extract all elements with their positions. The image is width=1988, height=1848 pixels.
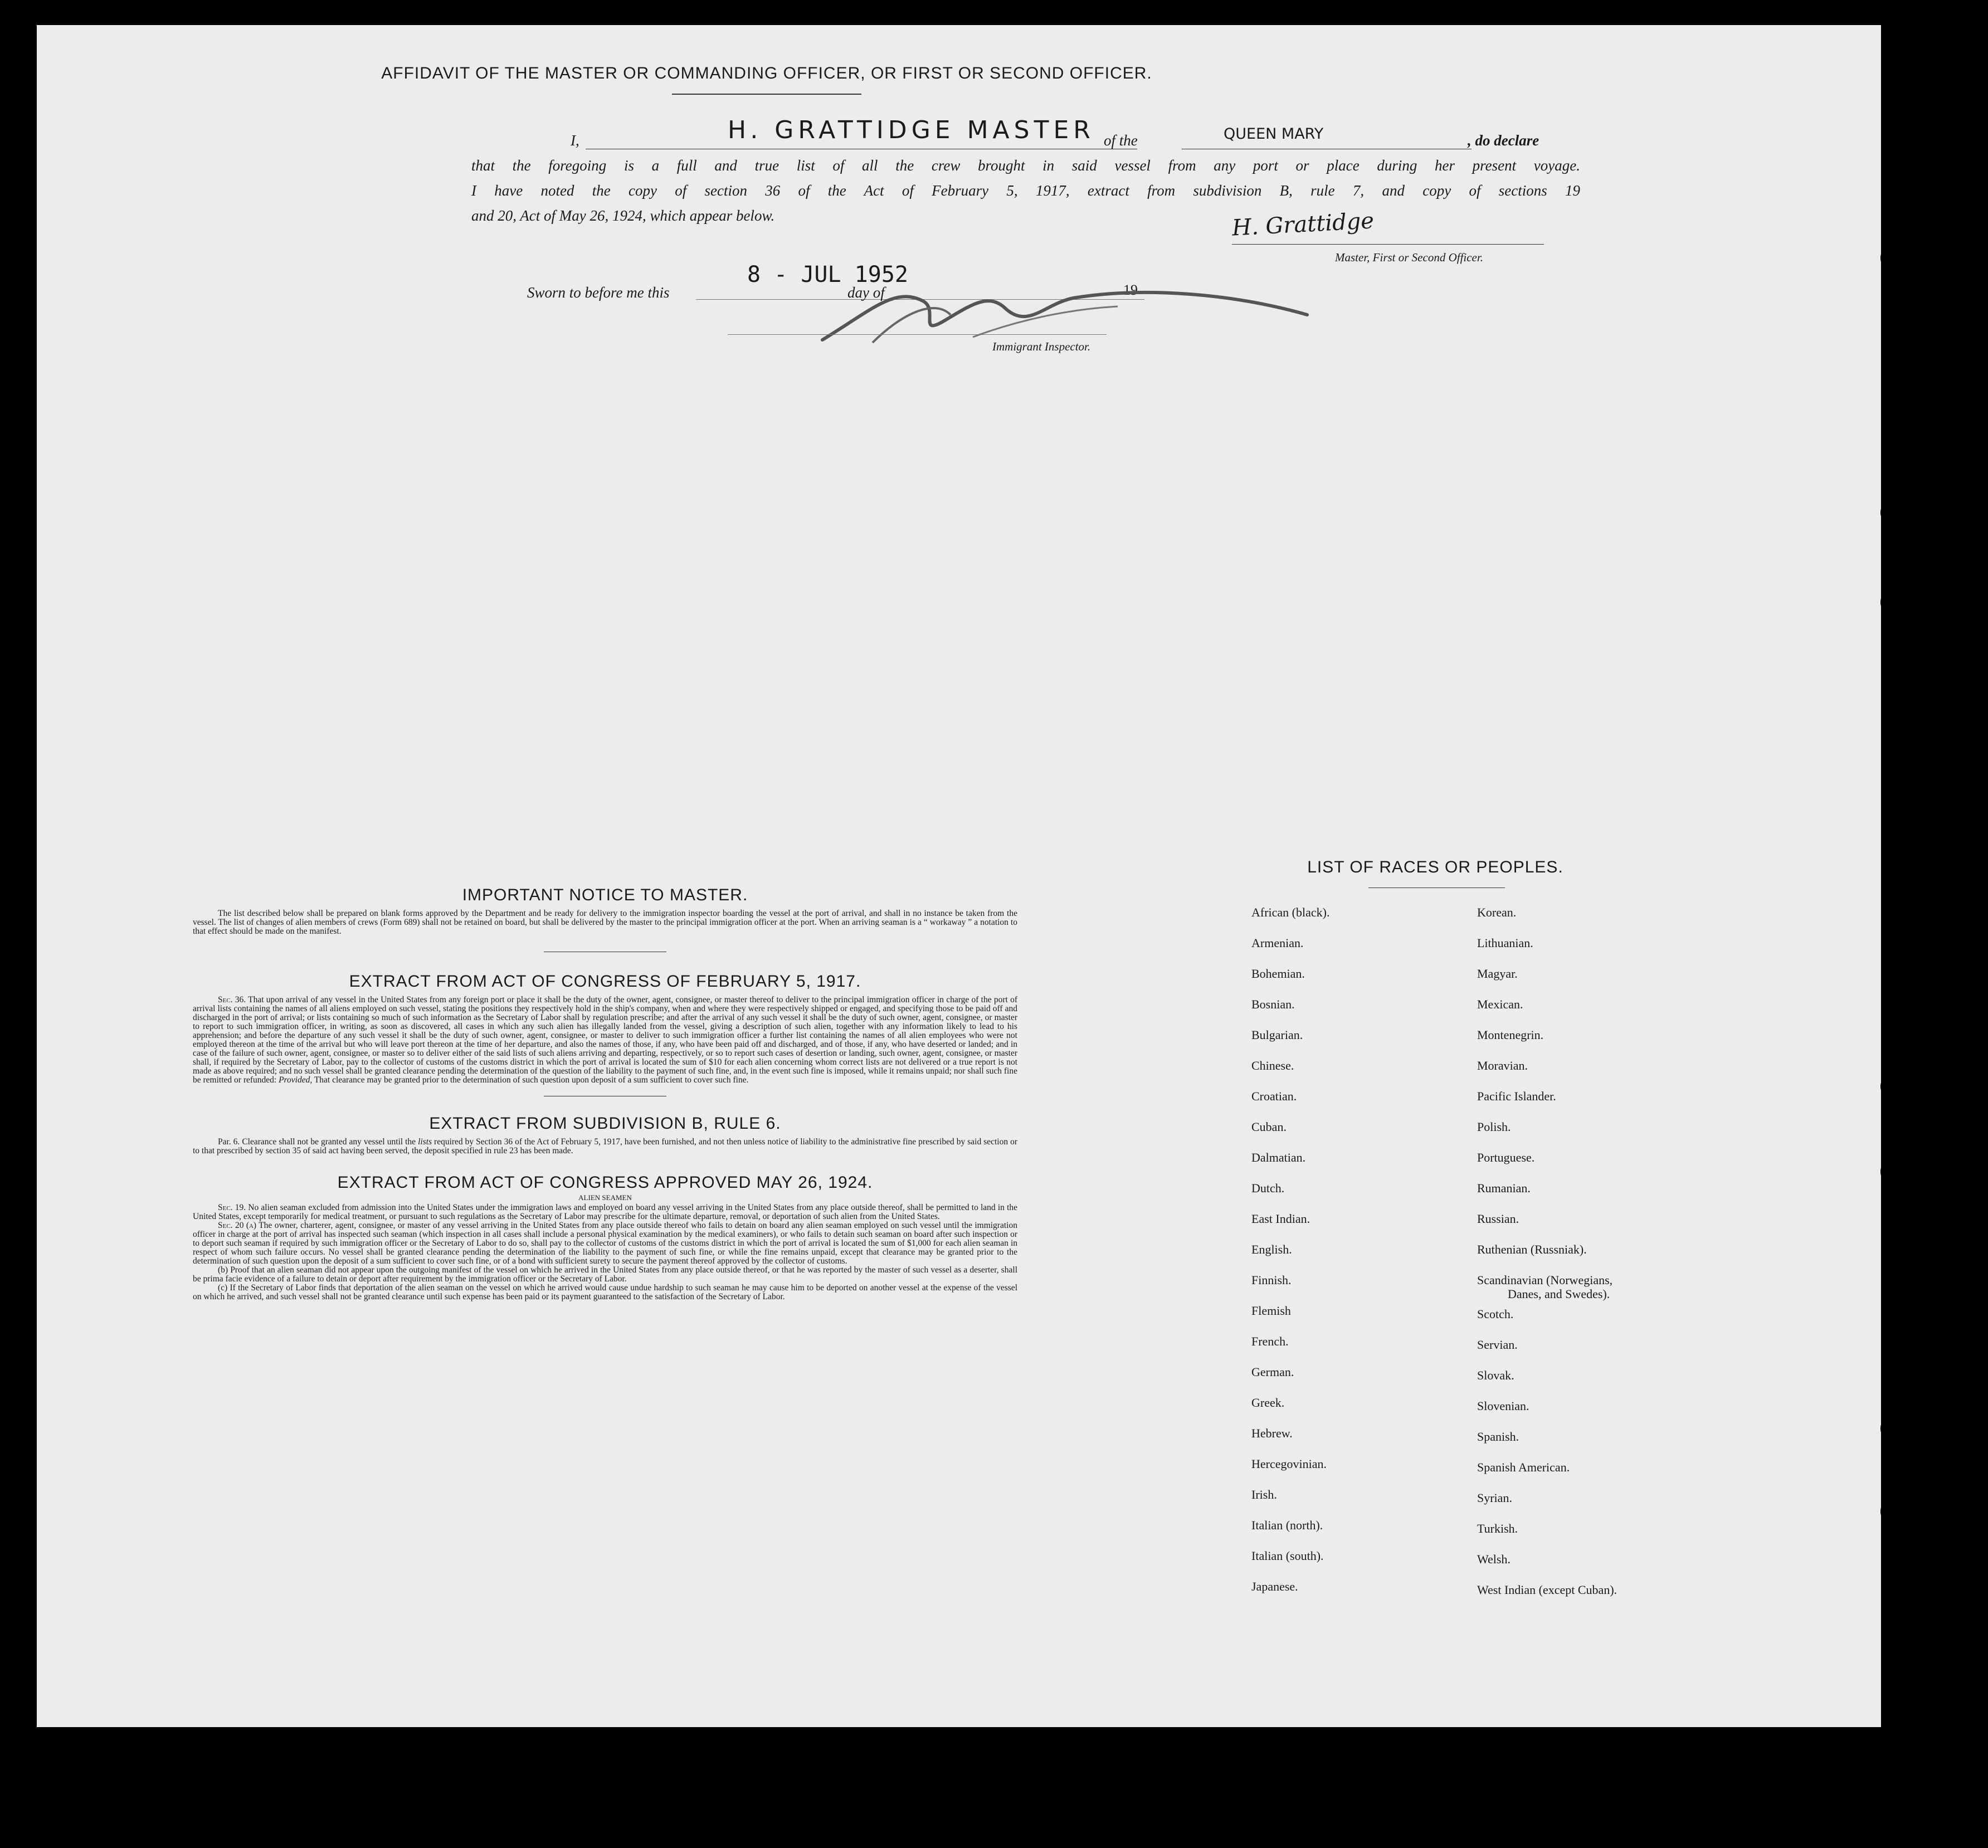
race-item-right: Ruthenian (Russniak). — [1477, 1242, 1587, 1256]
race-item-left: Chinese. — [1251, 1059, 1294, 1072]
subdivision-title: EXTRACT FROM SUBDIVISION B, RULE 6. — [429, 1114, 781, 1133]
race-item-left: East Indian. — [1251, 1212, 1310, 1226]
punch-hole — [1880, 1074, 1906, 1099]
race-item-right: Welsh. — [1477, 1552, 1511, 1566]
race-item-right: Lithuanian. — [1477, 936, 1533, 950]
races-title: LIST OF RACES OR PEOPLES. — [1307, 858, 1563, 876]
signature-caption: Master, First or Second Officer. — [1335, 251, 1483, 264]
race-item-left: Greek. — [1251, 1396, 1285, 1410]
inspector-caption: Immigrant Inspector. — [992, 340, 1091, 353]
sec-20c-body: (c) If the Secretary of Labor finds that deportation of the alien seaman on the vessel on which he arrived would cause undue hardship to such seaman he may cause him to be deported on another vessel at the expense of the vessel on which he arrived, and such vessel shall not be granted clearance until such expense has been paid or its payment guaranteed to the satisfaction of the Secretary of Labor. — [193, 1283, 1017, 1301]
race-item-right: Montenegrin. — [1477, 1028, 1544, 1042]
race-item-left: Japanese. — [1251, 1579, 1298, 1593]
punch-hole — [1880, 1499, 1906, 1524]
races-list — [37, 25, 1881, 1727]
punch-hole — [1880, 500, 1906, 525]
race-item-right: Syrian. — [1477, 1491, 1512, 1505]
race-item-right: Portuguese. — [1477, 1150, 1535, 1164]
extract-1917-title: EXTRACT FROM ACT OF CONGRESS OF FEBRUARY 5, 1917. — [349, 972, 861, 991]
race-item-right: Rumanian. — [1477, 1181, 1531, 1195]
vessel-name: QUEEN MARY — [1224, 125, 1324, 143]
race-item-right: Korean. — [1477, 905, 1517, 919]
race-item-right: Moravian. — [1477, 1059, 1528, 1072]
declaration-line-1: that the foregoing is a full and true list of all the crew brought in said vessel from any port or place during her present voyage. — [471, 157, 1580, 174]
race-item-right: Scotch. — [1477, 1307, 1514, 1321]
race-item-left: English. — [1251, 1242, 1292, 1256]
race-item-right: Spanish American. — [1477, 1460, 1570, 1474]
race-item-left: Croatian. — [1251, 1089, 1297, 1103]
race-item-right: Pacific Islander. — [1477, 1089, 1556, 1103]
punch-hole — [1880, 245, 1906, 271]
sec-19-body: Sec. 19. No alien seaman excluded from admission into the United States under the immigration laws and employed on board any vessel arriving in the United States from any place outside thereof, shall be permitted to land in the United States, except temporarily for medical treatment, or pursuant to such regulations as the Secretary of Labor may prescribe for the ultimate departure, removal, or deportation of such alien from the United States. — [193, 1203, 1018, 1221]
race-item-right: West Indian (except Cuban). — [1477, 1583, 1617, 1597]
race-item-right: Servian. — [1477, 1338, 1518, 1352]
punch-hole — [1880, 589, 1906, 615]
race-item-left: Dutch. — [1251, 1181, 1285, 1195]
extract-1924-subtitle: ALIEN SEAMEN — [578, 1193, 632, 1202]
race-item-left: Irish. — [1251, 1488, 1277, 1501]
affidavit-title: AFFIDAVIT OF THE MASTER OR COMMANDING OFFICER, OR FIRST OR SECOND OFFICER. — [381, 64, 1152, 82]
sec-20b-body: (b) Proof that an alien seaman did not appear upon the outgoing manifest of the vessel on which he arrived in the United States from any place outside thereof, or that he was reported by the master of such vessel as a deserter, shall be prima facie evidence of a failure to detain or deport after requirement by the immigration officer or the Secretary of Labor. — [193, 1265, 1017, 1284]
sec-20a-body: Sec. 20 (a) The owner, charterer, agent, consignee, or master of any vessel arriving in the United States from any place outside thereof who fails to detain on board any alien seaman employed on such vessel until the immigration officer in charge at the port of arrival has inspected such seaman (which inspection in all cases shall include a personal physical examination by the medical examiners), or who fails to detain such seaman on board after such inspection or to deport such seaman if required by such immigration officer or the Secretary of Labor to do so, shall pay to the collector of customs of the customs district in which the port of arrival is located the sum of $1,000 for each alien seaman in respect of whom such failure occurs. No vessel shall be granted clearance pending the determination of the liability to the payment of such fine, or while the fine remains unpaid, except that clearance may be granted prior to the determination of such question upon the deposit of a sum sufficient to cover such fine, or of a bond with sufficient surety to secure the payment thereof approved by the collector of customs. — [193, 1221, 1017, 1266]
extract-1917-body: Sec. 36. That upon arrival of any vessel in the United States from any foreign port or place it shall be the duty of the owner, agent, consignee, or master thereof to deliver to the principal immigration officer in charge of the port of arrival lists containing the names of all aliens employed on such vessel, stating the positions they respectively hold in the ship's company, when and where they were respectively shipped or engaged, and specifying those to be paid off and discharged in the port of arrival; or lists containing so much of such information as the Secretary of Labor shall by regulation prescribe; and after the arrival of any such vessel it shall be the duty of such owner, agent, consignee, or master to report to such immigration officer, in writing, as soon as discovered, all cases in which any such alien has illegally landed from the vessel, giving a description of such alien, together with any information likely to lead to his apprehension; and before the departure of any such vessel it shall be the duty of such owner, agent, consignee, or master to deliver to such immigration officer a further list containing the names of all alien employees who were not employed thereon at the time of the arrival but who will leave port thereon at the time of her departure, and also the names of those, if any, who have been paid off and discharged, and of those, if any, who have deserted or landed; and in case of the failure of such owner, agent, consignee, or master so to deliver either of the said lists of such aliens arriving and departing, respectively, or so to report such cases of desertion or landing, such owner, agent, consignee, or master shall, if required by the Secretary of Labor, pay to the collector of customs of the customs district in which the port of arrival is located the sum of $10 for each alien concerning whom correct lists are not delivered or a true report is not made as above required; and no such vessel shall be granted clearance pending the determination of the question of the liability to the payment of such fine, and, in the event such fine is imposed, while it remains unpaid; nor shall such fine be remitted or refunded: Provided, That clearance may be granted prior to the determination of such question upon deposit of a sum sufficient to cover such fine. — [193, 995, 1017, 1085]
master-name-handwritten: H. GRATTIDGE MASTER — [728, 116, 1095, 144]
punch-hole — [1880, 1416, 1906, 1441]
subdivision-body: Par. 6. Clearance shall not be granted any vessel until the lists required by Section 36 of the Act of February 5, 1917, have been furnished, and not then unless notice of liability to the administrative fine prescribed by said section or to that prescribed by section 35 of said act having been served, the deposit specified in rule 23 has been made. — [193, 1137, 1018, 1155]
race-item-right: Polish. — [1477, 1120, 1511, 1134]
declaration-line-3: and 20, Act of May 26, 1924, which appear below. — [471, 207, 775, 224]
declaration-of-the: of the — [1104, 132, 1138, 149]
punch-hole — [1880, 1159, 1906, 1184]
year-prefix: 19 — [1123, 282, 1138, 298]
race-item-left: Bosnian. — [1251, 997, 1295, 1011]
notice-body: The list described below shall be prepared on blank forms approved by the Department and be ready for delivery to the immigration inspector boarding the vessel at the port of arrival, and shall in no instance be taken from the vessel. The list of changes of alien members of crews (Form 689) shall not be retained on board, but shall be delivered by the master to the principal immigration officer at the port. When an arriving seaman is a “ workaway ” a notation to that effect should be made on the manifest. — [193, 909, 1017, 936]
race-item-left: Flemish — [1251, 1304, 1291, 1318]
race-item-left: Italian (south). — [1251, 1549, 1324, 1563]
declaration-i: I, — [571, 132, 579, 149]
sworn-label: Sworn to before me this — [527, 284, 670, 301]
notice-title: IMPORTANT NOTICE TO MASTER. — [462, 886, 748, 904]
race-item-left: Cuban. — [1251, 1120, 1287, 1134]
master-signature: H. Grattidge — [1231, 208, 1375, 241]
day-of-label: day of — [847, 284, 885, 301]
race-item-left: Italian (north). — [1251, 1518, 1323, 1532]
declaration-line-2: I have noted the copy of section 36 of the Act of February 5, 1917, extract from subdivision B, rule 7, and copy of sections 19 — [471, 182, 1580, 199]
race-item-right: Scandinavian (Norwegians, — [1477, 1273, 1613, 1287]
date-stamp: 8 - JUL 1952 — [747, 262, 908, 287]
race-item-right: Turkish. — [1477, 1522, 1518, 1535]
race-item-right: Slovak. — [1477, 1368, 1514, 1382]
race-item-right: Magyar. — [1477, 967, 1518, 981]
race-item-right: Slovenian. — [1477, 1399, 1529, 1413]
extract-1924-title: EXTRACT FROM ACT OF CONGRESS APPROVED MAY 26, 1924. — [337, 1173, 873, 1192]
race-item-left: German. — [1251, 1365, 1294, 1379]
race-item-left: Dalmatian. — [1251, 1150, 1306, 1164]
race-item-right: Russian. — [1477, 1212, 1519, 1226]
race-item-left: African (black). — [1251, 905, 1330, 919]
race-item-right: Spanish. — [1477, 1430, 1519, 1444]
race-item-left: Hebrew. — [1251, 1426, 1293, 1440]
race-item-right: Danes, and Swedes). — [1508, 1287, 1610, 1301]
race-item-right: Mexican. — [1477, 997, 1523, 1011]
race-item-left: Finnish. — [1251, 1273, 1292, 1287]
race-item-left: Bulgarian. — [1251, 1028, 1303, 1042]
document-page — [37, 25, 1881, 1727]
race-item-left: Hercegovinian. — [1251, 1457, 1327, 1471]
race-item-left: Armenian. — [1251, 936, 1304, 950]
race-item-left: French. — [1251, 1334, 1289, 1348]
declaration-do-declare: , do declare — [1468, 132, 1539, 149]
race-item-left: Bohemian. — [1251, 967, 1305, 981]
